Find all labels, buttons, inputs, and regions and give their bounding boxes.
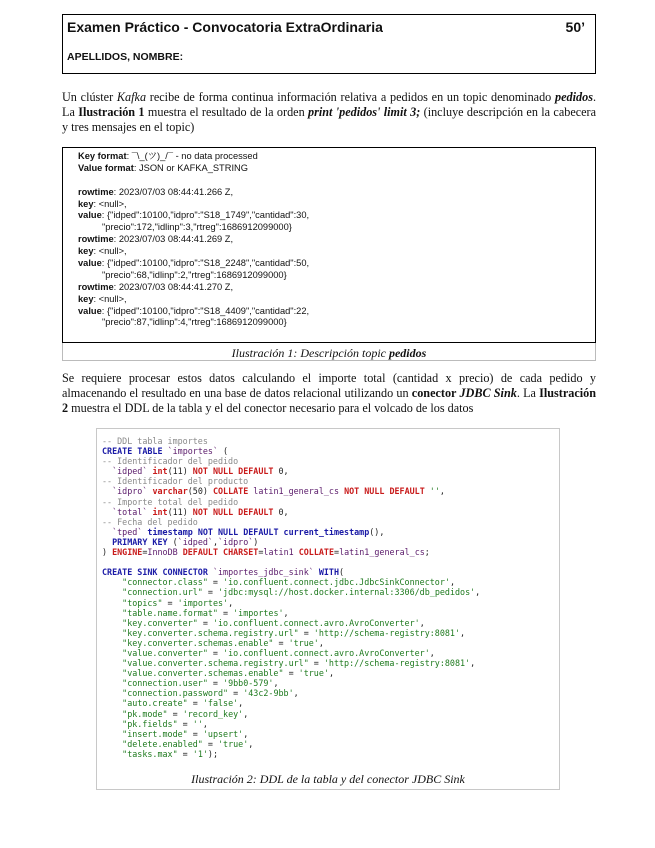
code-token: `idped` [177, 536, 213, 547]
code-line [102, 486, 480, 496]
code-token: COLLATE [298, 547, 335, 558]
code-token [102, 527, 112, 537]
code-token: "pk.fields" [122, 718, 178, 729]
code-token: -- Fecha del pedido [102, 516, 198, 527]
code-token [102, 719, 122, 729]
value-line: value: {"idped":10100,"idpro":"S18_2248","cantidad":50, [78, 258, 310, 269]
code-token: , [212, 536, 218, 547]
code-token: CREATE SINK CONNECTOR [102, 567, 213, 578]
code-token: 'jdbc:mysql://host.docker.internal:3306/db_pedidos' [218, 587, 476, 598]
code-token: int [152, 466, 168, 477]
code-token: 'upsert' [202, 728, 244, 739]
code-token: NOT NULL DEFAULT [344, 486, 430, 497]
code-token: varchar [152, 486, 188, 497]
code-token: = [167, 708, 183, 719]
code-token: '9bb0-579' [223, 678, 274, 689]
code-token: `importes` [167, 446, 218, 457]
code-token: , [248, 738, 254, 749]
code-line [102, 638, 480, 648]
code-token: COLLATE [212, 486, 254, 497]
code-token: "connection.user" [122, 678, 208, 689]
code-token [102, 668, 122, 678]
code-token: '1' [192, 748, 208, 759]
code-line [102, 547, 480, 557]
code-token: = [207, 678, 224, 689]
code-token: (11) [167, 466, 193, 477]
code-line [102, 658, 480, 668]
code-line [102, 668, 480, 678]
code-token: "connection.url" [122, 587, 203, 598]
code-token: latin1 [263, 547, 294, 558]
code-token: "value.converter" [122, 647, 208, 658]
code-token: = [308, 658, 324, 669]
code-token: = [217, 607, 234, 618]
code-token: ( [339, 567, 345, 578]
code-token: , [475, 587, 481, 598]
code-token: , [470, 658, 476, 669]
key-line: key: <null>, [78, 293, 127, 304]
code-token: (50) [187, 486, 213, 497]
print-command: print 'pedidos' limit 3; [308, 105, 421, 119]
code-token: , [328, 668, 334, 679]
code-line [102, 719, 480, 729]
intro-text: . La [62, 90, 596, 119]
code-token: = [207, 577, 224, 588]
code-token: , [202, 718, 208, 729]
code-token [102, 749, 122, 759]
code-token [102, 608, 122, 618]
code-token: `total` [112, 506, 148, 517]
topic-output-box [62, 147, 596, 343]
code-token: = [177, 748, 193, 759]
code-token: ); [207, 748, 219, 759]
code-token: "auto.create" [122, 698, 188, 709]
code-token: = [298, 627, 314, 638]
code-line [102, 456, 480, 466]
code-token: 0, [278, 506, 289, 517]
code-token [102, 648, 122, 658]
code-token: '' [192, 718, 203, 729]
code-line [102, 557, 480, 567]
code-line [102, 598, 480, 608]
code-token: = [228, 688, 244, 699]
exam-title: Examen Práctico - Convocatoria ExtraOrdinaria [67, 19, 383, 35]
ddl-code-block [102, 436, 480, 759]
code-token [102, 587, 122, 597]
code-token: "connector.class" [122, 577, 208, 588]
code-token: `idpro` [112, 486, 148, 497]
code-token [102, 658, 122, 668]
code-line [102, 466, 480, 476]
value-line-continued: "precio":68,"idlinp":2,"rtreg":1686912099000} [102, 269, 287, 280]
code-token: , [228, 597, 234, 608]
code-token [102, 628, 122, 638]
code-token: , [243, 728, 249, 739]
code-token [102, 507, 112, 517]
key-line: key: <null>, [78, 246, 127, 257]
code-token: "value.converter.schemas.enable" [122, 668, 284, 679]
code-token: timestamp NOT NULL DEFAULT current_timestamp [147, 526, 370, 537]
code-token: = [162, 597, 178, 608]
code-token [102, 598, 122, 608]
key-line: key: <null>, [78, 198, 127, 209]
code-figure [96, 428, 560, 790]
code-line [102, 688, 480, 698]
code-token: -- Importe total del pedido [102, 496, 239, 507]
code-token: `idpro` [218, 536, 254, 547]
code-token: 'io.confluent.connect.jdbc.JdbcSinkConnector' [223, 577, 450, 588]
code-token: "table.name.format" [122, 607, 218, 618]
code-token [102, 466, 112, 476]
code-token [102, 698, 122, 708]
code-token: PRIMARY KEY [112, 536, 168, 547]
figure-ref: Ilustración 1 [78, 105, 145, 119]
rowtime-line: rowtime: 2023/07/03 08:44:41.270 Z, [78, 281, 234, 292]
code-line [102, 507, 480, 517]
code-token: , [318, 637, 324, 648]
code-line [102, 517, 480, 527]
code-token: = [273, 637, 289, 648]
code-token: `idped` [112, 466, 148, 477]
code-line [102, 628, 480, 638]
code-line [102, 587, 480, 597]
code-token: "tasks.max" [122, 748, 178, 759]
code-token: InnoDB [147, 547, 178, 558]
code-token: "pk.mode" [122, 708, 168, 719]
code-token: "delete.enabled" [122, 738, 203, 749]
code-token: ( [167, 536, 178, 547]
code-token [102, 678, 122, 688]
figure-caption-1: Ilustración 1: Descripción topic pedidos [231, 346, 427, 360]
code-line [102, 527, 480, 537]
key-format-line: Key format: ¯\_(ツ)_/¯ - no data processed [78, 151, 258, 161]
code-token: "key.converter.schemas.enable" [122, 637, 274, 648]
code-line [102, 678, 480, 688]
exam-duration: 50’ [565, 19, 585, 35]
rowtime-line: rowtime: 2023/07/03 08:44:41.266 Z, [78, 186, 234, 197]
code-token [102, 537, 112, 547]
value-line: value: {"idped":10100,"idpro":"S18_1749","cantidad":30, [78, 210, 310, 221]
topic-name: pedidos [555, 90, 593, 104]
code-token: ) [253, 536, 259, 547]
code-token [102, 638, 122, 648]
code-token: = [258, 547, 264, 558]
code-line [102, 709, 480, 719]
intro-text: recibe de forma continua información relativa a pedidos en un topic denominado [146, 90, 556, 104]
code-token: , [429, 647, 435, 658]
code-line [102, 749, 480, 759]
code-token [102, 486, 112, 496]
code-token [102, 739, 122, 749]
code-token: = [142, 547, 148, 558]
code-token: = [334, 547, 340, 558]
code-token: DEFAULT CHARSET [182, 547, 259, 558]
code-token: -- Identificador del pedido [102, 456, 239, 467]
code-token: 'false' [202, 698, 239, 709]
code-token: 'io.confluent.connect.avro.AvroConverter' [223, 647, 430, 658]
value-line-continued: "precio":172,"idlinp":3,"rtreg":1686912099000} [102, 222, 292, 233]
code-token: "insert.mode" [122, 728, 188, 739]
code-token: "key.converter.schema.registry.url" [122, 627, 299, 638]
blank-line [78, 175, 588, 187]
code-token: -- DDL tabla importes [102, 436, 208, 446]
intro-paragraph [62, 90, 596, 135]
code-token [102, 709, 122, 719]
code-token: = [177, 718, 193, 729]
value-format-line: Value format: JSON or KAFKA_STRING [78, 162, 248, 173]
value-line: value: {"idped":10100,"idpro":"S18_4409","cantidad":22, [78, 305, 310, 316]
code-token: = [202, 587, 218, 598]
value-line-continued: "precio":87,"idlinp":4,"rtreg":1686912099000} [102, 317, 287, 328]
code-line [102, 567, 480, 577]
code-token: , [293, 688, 299, 699]
code-token: , [283, 607, 289, 618]
code-token: 'http://schema-registry:8081' [323, 658, 471, 669]
code-token: 'importes' [177, 597, 229, 608]
intro-text: Un clúster [62, 90, 117, 104]
code-token [102, 688, 122, 698]
code-token: 'true' [288, 637, 319, 648]
code-token: 'record_key' [182, 708, 244, 719]
code-token: '43c2-9bb' [243, 688, 294, 699]
code-token: latin1_general_cs [253, 486, 340, 497]
code-line [102, 577, 480, 587]
code-token: ENGINE [112, 547, 143, 558]
intro-text: muestra el resultado de la orden [144, 105, 309, 119]
rowtime-line: rowtime: 2023/07/03 08:44:41.269 Z, [78, 234, 234, 245]
code-line [102, 497, 480, 507]
processing-paragraph: Se requiere procesar estos datos calculando el importe total (cantidad x precio) de cada pedido y almacenando el resultado en una base de datos relacional utilizando un conector JDBC Sink. La Ilustración 2 muestra el DDL de la tabla y el del conector necesario para el volcado de los datos [62, 371, 596, 415]
code-token: , [439, 486, 445, 497]
code-token: ( [217, 446, 229, 457]
code-token: NOT NULL DEFAULT [192, 466, 279, 477]
code-token: = [187, 698, 203, 709]
code-token: = [207, 647, 224, 658]
code-token: , [273, 678, 279, 689]
code-line [102, 446, 480, 456]
student-name-label: APELLIDOS, NOMBRE: [67, 51, 184, 63]
code-token: , [449, 577, 455, 588]
code-token: NOT NULL DEFAULT [192, 506, 279, 517]
figure-caption-2: Ilustración 2: DDL de la tabla y del conector JDBC Sink [191, 772, 465, 786]
code-line [102, 618, 480, 628]
code-token: latin1_general_cs [339, 547, 425, 558]
code-line [102, 476, 480, 486]
code-token: 'http://schema-registry:8081' [313, 627, 461, 638]
intro-text: (incluye descripción en la cabecera y tres mensajes en el topic) [62, 105, 597, 134]
code-line [102, 648, 480, 658]
code-token: 'io.confluent.connect.avro.AvroConverter' [212, 617, 420, 628]
code-token: 'true' [218, 738, 249, 749]
code-token [102, 618, 122, 628]
code-token [102, 729, 122, 739]
code-token: (), [369, 526, 385, 537]
code-token: ) [102, 547, 113, 558]
code-token: = [202, 738, 218, 749]
code-token: ; [424, 547, 430, 558]
code-token [102, 577, 122, 587]
code-token: `importes_jdbc_sink` [212, 567, 314, 578]
code-token: = [187, 728, 203, 739]
code-token: `tped` [112, 526, 143, 537]
message-list [78, 187, 588, 330]
code-token: -- Identificador del producto [102, 476, 249, 487]
code-token: , [243, 708, 249, 719]
code-token: "key.converter" [122, 617, 198, 628]
code-token: = [197, 617, 213, 628]
code-line [102, 608, 480, 618]
code-token: , [238, 698, 244, 709]
code-token: "connection.password" [122, 688, 229, 699]
code-token: = [283, 668, 299, 679]
topic-output [78, 151, 588, 329]
code-token: (11) [167, 506, 193, 517]
code-token: 'true' [298, 668, 329, 679]
code-line [102, 698, 480, 708]
code-token: , [460, 627, 466, 638]
code-line [102, 537, 480, 547]
exam-header [62, 14, 596, 74]
code-token: CREATE TABLE [102, 446, 168, 457]
code-line [102, 739, 480, 749]
code-token: , [419, 617, 425, 628]
code-token: 0, [278, 466, 289, 477]
code-token: int [152, 506, 168, 517]
code-token: "topics" [122, 597, 163, 608]
kafka-term: Kafka [116, 90, 147, 104]
code-line [102, 436, 480, 446]
code-line [102, 729, 480, 739]
code-token: WITH [318, 567, 339, 578]
code-token: '' [429, 486, 440, 497]
code-token: 'importes' [233, 607, 284, 618]
code-token: "value.converter.schema.registry.url" [122, 658, 309, 669]
